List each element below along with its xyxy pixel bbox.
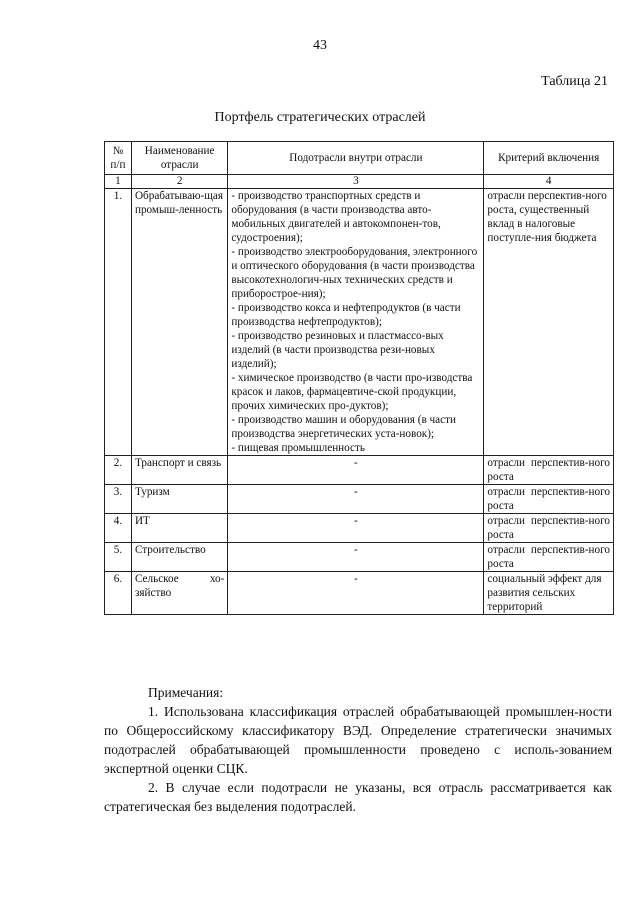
table-row xyxy=(105,514,614,543)
inclusion-criterion: отрасли перспектив-ного роста xyxy=(484,456,614,485)
header-sector-name: Наименование отрасли xyxy=(131,142,227,175)
table-title: Портфель стратегических отраслей xyxy=(214,110,426,125)
subsector-item: - xyxy=(354,573,358,585)
column-number-row xyxy=(105,175,614,189)
notes-section xyxy=(104,683,612,816)
subsector-item: - химическое производство (в части про-изводства красок и лаков, фармацевтиче-ской продукции, прочих химических про-дуктов); xyxy=(231,372,473,412)
subsector-item: - пищевая промышленность xyxy=(231,442,366,454)
table-row xyxy=(105,189,614,456)
note-2: 2. В случае если подотрасли не указаны, вся отрасль рассматривается как стратегическая без выделения подотраслей. xyxy=(104,780,612,814)
row-number: 1. xyxy=(105,189,132,456)
header-subsectors: Подотрасли внутри отрасли xyxy=(228,142,484,175)
subsectors-cell xyxy=(228,189,484,456)
column-number: 3 xyxy=(228,175,484,189)
strategic-sectors-table xyxy=(104,141,614,615)
subsector-item: - производство кокса и нефтепродуктов (в части производства нефтепродуктов); xyxy=(231,302,461,328)
inclusion-criterion: отрасли перспектив-ного роста xyxy=(484,514,614,543)
sector-name: Сельское хо-зяйство xyxy=(131,572,227,615)
table-row xyxy=(105,456,614,485)
subsector-item: - xyxy=(354,486,358,498)
table-row xyxy=(105,543,614,572)
inclusion-criterion: отрасли перспектив-ного роста xyxy=(484,543,614,572)
table-row xyxy=(105,572,614,615)
column-number: 2 xyxy=(131,175,227,189)
subsectors-cell xyxy=(228,456,484,485)
sector-name: Транспорт и связь xyxy=(131,456,227,485)
subsectors-cell xyxy=(228,572,484,615)
header-criterion: Критерий включения xyxy=(484,142,614,175)
subsector-item: - xyxy=(354,457,358,469)
row-number: 6. xyxy=(105,572,132,615)
subsector-item: - производство машин и оборудования (в части производства энергетических уста-новок); xyxy=(231,414,456,440)
table-row xyxy=(105,485,614,514)
row-number: 4. xyxy=(105,514,132,543)
sector-name: Туризм xyxy=(131,485,227,514)
inclusion-criterion: отрасли перспектив-ного роста, существенный вклад в налоговые поступле-ния бюджета xyxy=(484,189,614,456)
header-number: № п/п xyxy=(105,142,132,175)
subsectors-cell xyxy=(228,543,484,572)
inclusion-criterion: социальный эффект для развития сельских территорий xyxy=(484,572,614,615)
subsector-item: - производство транспортных средств и оборудования (в части производства авто-мобильных двигателей и автокомпонен-тов, судостроения); xyxy=(231,190,441,244)
subsector-item: - xyxy=(354,544,358,556)
table-label: Таблица 21 xyxy=(541,74,608,89)
sector-name: Строительство xyxy=(131,543,227,572)
column-number: 1 xyxy=(105,175,132,189)
column-number: 4 xyxy=(484,175,614,189)
row-number: 3. xyxy=(105,485,132,514)
subsectors-cell xyxy=(228,514,484,543)
subsector-item: - производство резиновых и пластмассо-вых изделий (в части производства рези-новых изделий); xyxy=(231,330,444,370)
notes-heading: Примечания: xyxy=(148,685,224,700)
inclusion-criterion: отрасли перспектив-ного роста xyxy=(484,485,614,514)
sector-name: ИТ xyxy=(131,514,227,543)
row-number: 2. xyxy=(105,456,132,485)
subsector-item: - xyxy=(354,515,358,527)
note-1: 1. Использована классификация отраслей обрабатывающей промышлен-ности по Общероссийскому классификатору ВЭД. Определение стратегически значимых подотраслей обрабатывающей промышленности проведено с исполь-зованием экспертной оценки СЦК. xyxy=(104,704,612,776)
sector-name: Обрабатываю-щая промыш-ленность xyxy=(131,189,227,456)
subsector-item: - производство электрооборудования, электронного и оптического оборудования (в части производства высокотехнологич-ных технических средств и приборострое-ния); xyxy=(231,246,478,300)
page-number: 43 xyxy=(313,38,327,53)
row-number: 5. xyxy=(105,543,132,572)
table-header-row xyxy=(105,142,614,175)
subsectors-cell xyxy=(228,485,484,514)
